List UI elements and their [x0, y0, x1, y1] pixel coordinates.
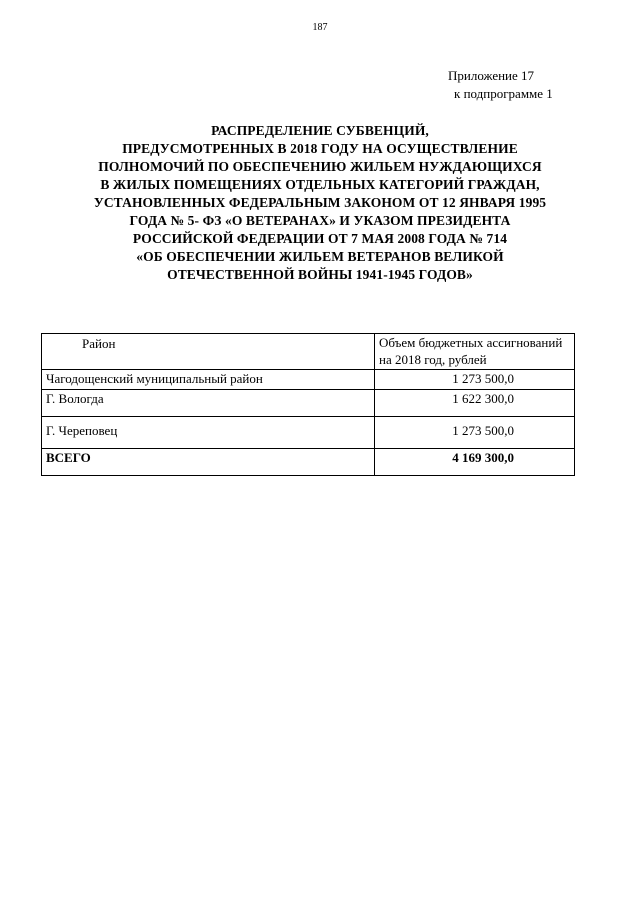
title-line: РАСПРЕДЕЛЕНИЕ СУБВЕНЦИЙ,: [211, 123, 429, 138]
table-header-row: [42, 334, 575, 370]
title-line: УСТАНОВЛЕННЫХ ФЕДЕРАЛЬНЫМ ЗАКОНОМ ОТ 12 ЯНВАРЯ 1995: [93, 195, 547, 210]
table-total-row: [42, 449, 575, 476]
district-cell: Г. Череповец: [42, 417, 375, 449]
amount-cell: 1 622 300,0: [375, 390, 575, 417]
amount-cell: 1 273 500,0: [375, 370, 575, 390]
district-cell: Чагодощенский муниципальный район: [42, 370, 375, 390]
table-row: [42, 370, 575, 390]
appendix-line-1: Приложение 17: [448, 68, 535, 83]
district-cell: Г. Вологда: [42, 390, 375, 417]
title-line: ГОДА № 5- ФЗ «О ВЕТЕРАНАХ» И УКАЗОМ ПРЕЗИДЕНТА: [129, 213, 511, 228]
title-line: ПОЛНОМОЧИЙ ПО ОБЕСПЕЧЕНИЮ ЖИЛЬЕМ НУЖДАЮЩИХСЯ: [98, 159, 542, 174]
title-line: «ОБ ОБЕСПЕЧЕНИИ ЖИЛЬЕМ ВЕТЕРАНОВ ВЕЛИКОЙ: [136, 249, 504, 264]
header-amount-line-1: Объем бюджетных ассигнований: [379, 335, 563, 350]
subvention-table: [41, 333, 575, 476]
document-title: [30, 122, 610, 284]
appendix-line-2: к подпрограмме 1: [454, 86, 553, 101]
table-row: [42, 390, 575, 417]
header-amount-line-2: на 2018 год, рублей: [379, 352, 487, 367]
amount-cell: 1 273 500,0: [375, 417, 575, 449]
title-line: В ЖИЛЫХ ПОМЕЩЕНИЯХ ОТДЕЛЬНЫХ КАТЕГОРИЙ ГРАЖДАН,: [100, 177, 540, 192]
header-amount: [375, 334, 575, 370]
title-line: ПРЕДУСМОТРЕННЫХ В 2018 ГОДУ НА ОСУЩЕСТВЛЕНИЕ: [122, 141, 518, 156]
total-amount: 4 169 300,0: [375, 449, 575, 476]
header-district: Район: [42, 334, 375, 370]
table-row: [42, 417, 575, 449]
title-line: РОССИЙСКОЙ ФЕДЕРАЦИИ ОТ 7 МАЯ 2008 ГОДА № 714: [132, 231, 508, 246]
total-label: ВСЕГО: [42, 449, 375, 476]
title-line: ОТЕЧЕСТВЕННОЙ ВОЙНЫ 1941-1945 ГОДОВ»: [167, 267, 473, 282]
appendix-reference: [448, 67, 588, 103]
page-number: 187: [312, 22, 328, 33]
